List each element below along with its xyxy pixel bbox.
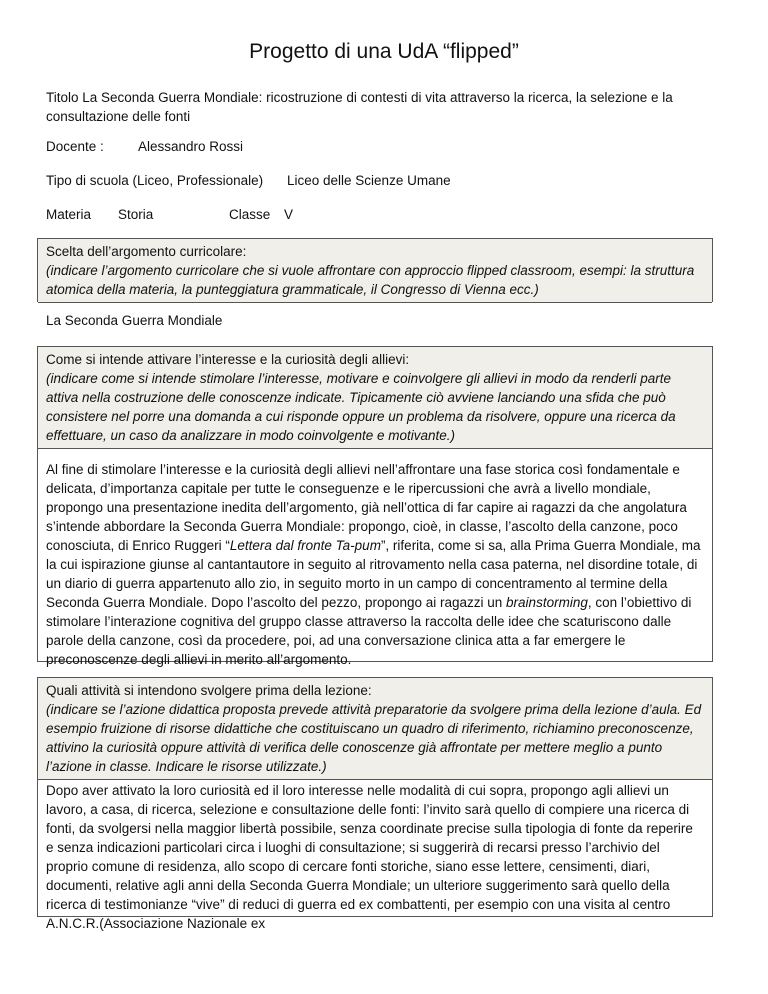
section-hint: (indicare l’argomento curricolare che si vuole affrontare con approccio flipped classroom, esempi: la struttura atomica della materia, la punteggiatura grammaticale, il Congresso di Vienna ecc.) <box>46 263 695 297</box>
body-text: ”, riferita, come si sa, alla Prima Guerra Mondiale, ma la cui ispirazione giunse al cantantautore in seguito al ritrovamento nella casa paterna, nel disordine totale, di un diario di guerra appartenuto allo zio, in seguito morto in un campo di concentramento al termine della Seconda Guerra Mondiale. Dopo l’ascolto del pezzo, propongo ai ragazzi un <box>46 538 701 610</box>
section-header <box>38 678 712 780</box>
section-heading: Come si intende attivare l’interesse e la curiosità degli allievi: <box>46 352 410 367</box>
scuola-label: Tipo di scuola (Liceo, Professionale) <box>46 173 264 188</box>
section-header <box>38 347 712 449</box>
materia-value: Storia <box>118 207 154 222</box>
brainstorming-term: brainstorming <box>506 595 588 610</box>
body-text: , con l’obiettivo di stimolare l’interazione cognitiva del gruppo classe attraverso la raccolta delle idee che scaturiscono dalle parole della canzone, così da procedere, poi, ad una conversazione clinica atta a far emergere le preconoscenze degli allievi in merito all’argomento. <box>46 595 692 667</box>
song-title: Lettera dal fronte Ta-pum <box>229 538 381 553</box>
section-heading: Scelta dell’argomento curricolare: <box>46 244 247 259</box>
docente-value: Alessandro Rossi <box>138 139 244 154</box>
classe-value: V <box>284 207 294 222</box>
section-body: La Seconda Guerra Mondiale <box>46 313 223 328</box>
docente-row <box>46 139 244 154</box>
materia-label: Materia <box>46 207 92 222</box>
section-argomento <box>37 238 713 328</box>
section-attivita-prima <box>37 677 713 931</box>
materia-row <box>46 207 306 222</box>
section-interesse <box>37 346 713 667</box>
section-body: Dopo aver attivato la loro curiosità ed il loro interesse nelle modalità di cui sopra, propongo agli allievi un lavoro, a casa, di ricerca, selezione e consultazione delle fonti: l’invito sarà quello di compiere una ricerca di fonti, da svolgersi nella maggior libertà possibile, senza coordinate precise sulla tipologia di fonte da reperire e senza indicazioni particolari circa i luoghi di consultazione; si suggerirà di recarsi presso l’archivio del proprio comune di residenza, allo scopo di cercare fonti storiche, siano esse lettere, censimenti, diari, documenti, relative agli anni della Seconda Guerra Mondiale; un ulteriore suggerimento sarà quello della ricerca di testimonianze “vive” di reduci di guerra ed ex combattenti, per esempio con una visita al centro A.N.C.R.(Associazione Nazionale ex <box>46 783 693 931</box>
page-title: Progetto di una UdA “flipped” <box>249 40 519 63</box>
section-hint: (indicare se l’azione didattica proposta prevede attività preparatorie da svolgere prima della lezione d’aula. Ed esempio fruizione di risorse didattiche che costituiscano un quadro di riferimento, richiamino preconoscenze, attivino la curiosità oppure attività di verifica delle conoscenze già affrontate per mettere meglio a punto l’azione in classe. Indicare le risorse utilizzate.) <box>46 702 702 774</box>
uda-title-line: Titolo La Seconda Guerra Mondiale: ricostruzione di contesti di vita attraverso la ricerca, la selezione e la consultazione delle fonti <box>46 90 673 124</box>
scuola-value: Liceo delle Scienze Umane <box>287 173 451 188</box>
section-body <box>38 449 712 671</box>
classe-label: Classe <box>229 207 271 222</box>
section-hint: (indicare come si intende stimolare l’interesse, motivare e coinvolgere gli allievi in modo da renderli parte attiva nella costruzione delle conoscenze indicate. Tipicamente ciò avviene lanciando una sfida che può consistere nel porre una domanda a cui risponde oppure un problema da risolvere, oppure una ricerca da effettuare, un caso da analizzare in modo coinvolgente e motivante.) <box>46 371 676 443</box>
docente-label: Docente : <box>46 139 104 154</box>
scuola-row <box>46 173 451 188</box>
body-text: Al fine di stimolare l’interesse e la curiosità degli allievi nell’affrontare una fase storica così fondamentale e delicata, d’importanza capitale per tutte le conseguenze e le ripercussioni che avrà a livello mondiale, propongo una presentazione inedita dell’argomento, già nell’ottica di far capire ai ragazzi da che angolatura s’intende abbordare la Seconda Guerra Mondiale: propongo, cioè, in classe, l’ascolto della canzone, poco conosciuta, di Enrico Ruggeri “ <box>46 462 687 553</box>
section-heading: Quali attività si intendono svolgere prima della lezione: <box>46 683 372 698</box>
section-header <box>38 239 712 303</box>
